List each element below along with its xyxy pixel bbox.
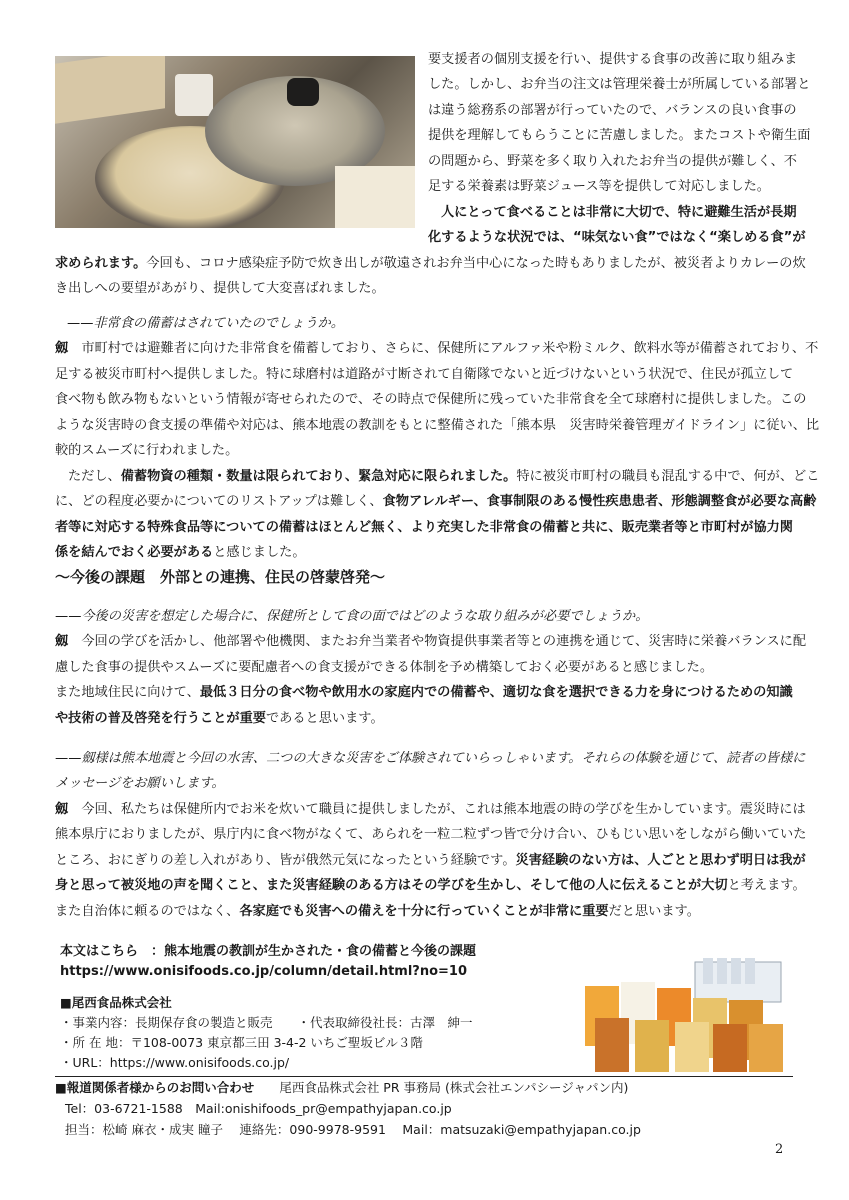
answer-line: に、どの程度必要かについてのリストアップは難しく、食物アレルギー、食事制限のある慢性疾患患者、形態調整食が必要な高齢 [55,494,817,509]
answer-line: また自治体に頼るのではなく、各家庭でも災害への備えを十分に行っていくことが非常に重要だと思います。 [55,904,700,919]
answer-line: 劔 今回の学びを活かし、他部署や他機関、またお弁当業者や物資提供事業者等との連携を通じて、災害時に栄養バランスに配 [55,634,807,649]
answer-line: 身と思って被災地の声を聞くこと、また災害経験のある方はその学びを生かし、そして他の人に伝えることが大切と考えます。 [55,878,806,893]
contact-tel: Tel：03-6721-1588 Mail:onishifoods_pr@empathyjapan.co.jp [65,1101,452,1116]
answer-line: 者等に対応する特殊食品等についての備蓄はほとんど無く、より充実した非常食の備蓄と共に、販売業者等と市町村が協力関 [55,520,793,535]
answer-line: 足する被災市町村へ提供しました。特に球磨村は道路が寸断されて自衛隊でないと近づけないという状況で、住民が孤立して [55,367,794,382]
product-image [585,958,785,1074]
answer-line: や技術の普及啓発を行うことが重要であると思います。 [55,711,384,726]
para-line: 提供を理解してもらうことに苦慮しました。またコストや衛生面 [428,128,811,143]
reference-block [60,942,476,982]
para-line: は違う総務系の部署が行っていたので、バランスの良い食事の [428,103,797,118]
question-1: ——非常食の備蓄はされていたのでしょうか。 [67,316,344,331]
answer-line: 劔 市町村では避難者に向けた非常食を備蓄しており、さらに、保健所にアルファ米や粉ミルク、飲料水等が備蓄されており、不 [55,341,819,356]
contact-person: 担当：松崎 麻衣・成実 瞳子 連絡先：090-9978-9591 Mail：matsuzaki@empathyjapan.co.jp [65,1122,641,1137]
para-line: 要支援者の個別支援を行い、提供する食事の改善に取り組みま [428,52,798,67]
company-url[interactable]: ・URL：https://www.onisifoods.co.jp/ [60,1055,290,1070]
answer-line: 熊本県庁におりましたが、県庁内に食べ物がなくて、あられを一粒二粒ずつ皆で分け合い、ひもじい思いをしながら働いていた [55,827,807,842]
question-3: メッセージをお願いします。 [55,776,225,791]
answer-line: ところ、おにぎりの差し入れがあり、皆が俄然元気になったという経験です。災害経験のない方は、人ごとと思わず明日は我が [55,853,806,868]
para-line: 人にとって食べることは非常に大切で、特に避難生活が長期 [441,205,797,220]
question-3: ——劔様は熊本地震と今回の水害、二つの大きな災害をご体験されていらっしゃいます。それらの体験を通じて、読者の皆様に [55,751,806,766]
reference-link[interactable]: https://www.onisifoods.co.jp/column/detail.html?no=10 [60,964,468,979]
contact-info [55,1077,641,1140]
contact-heading: ■報道関係者様からのお問い合わせ [55,1080,255,1095]
page-number: 2 [775,1142,784,1157]
para-line: き出しへの要望があがり、提供して大変喜ばれました。 [55,281,385,296]
answer-line: 較的スムーズに行われました。 [55,443,239,458]
company-info [60,993,473,1073]
answer-line: ただし、備蓄物資の種類・数量は限られており、緊急対応に限られました。特に被災市町村の職員も混乱する中で、何が、どこ [68,469,820,484]
contact-office: 尾西食品株式会社 PR 事務局 (株式会社エンパシージャパン内) [279,1080,629,1095]
cooking-photo [55,56,415,228]
answer-line: 慮した食事の提供やスムーズに要配慮者への食支援ができる体制を予め構築しておく必要があると感じました。 [55,660,714,675]
answer-line: また地域住民に向けて、最低３日分の食べ物や飲用水の家庭内での備蓄や、適切な食を選択できる力を身につけるための知識 [55,685,793,700]
para-line: 求められます。今回も、コロナ感染症予防で炊き出しが敬遠されお弁当中心になった時もありましたが、被災者よりカレーの炊 [55,256,806,271]
contact-heading-row [55,1077,641,1098]
reference-title: 本文はこちら ：熊本地震の教訓が生かされた・食の備蓄と今後の課題 [60,944,477,959]
para-line: 化するような状況では、“味気ない食”ではなく“楽しめる食”が [428,230,806,245]
para-line: 足する栄養素は野菜ジュース等を提供して対応しました。 [428,179,770,194]
answer-line: 劔 今回、私たちは保健所内でお米を炊いて職員に提供しましたが、これは熊本地震の時の学びを生かしています。震災時には [55,802,806,817]
company-business: ・事業内容：長期保存食の製造と販売 ・代表取締役社長：古澤 紳一 [60,1015,473,1030]
para-line: した。しかし、お弁当の注文は管理栄養士が所属している部署と [428,77,811,92]
section-heading: ～今後の課題 外部との連携、住民の啓蒙啓発～ [55,568,386,586]
answer-line: ような災害時の食支援の準備や対応は、熊本地震の教訓をもとに整備された「熊本県 災害時栄養管理ガイドライン」に従い、比 [55,418,820,433]
answer-line: 食べ物も飲み物もないという情報が寄せられたので、その時点で保健所に残っていた非常食を全て球磨村に提供しました。この [55,392,807,407]
company-name: ■尾西食品株式会社 [60,995,172,1010]
answer-line: 係を結んでおく必要があると感じました。 [55,545,306,560]
para-line: の問題から、野菜を多く取り入れたお弁当の提供が難しく、不 [428,154,797,169]
question-2: ——今後の災害を想定した場合に、保健所として食の面ではどのような取り組みが必要でしょうか。 [55,609,649,624]
company-address: ・所 在 地：〒108-0073 東京都三田 3-4-2 いちご聖坂ビル３階 [60,1035,423,1050]
